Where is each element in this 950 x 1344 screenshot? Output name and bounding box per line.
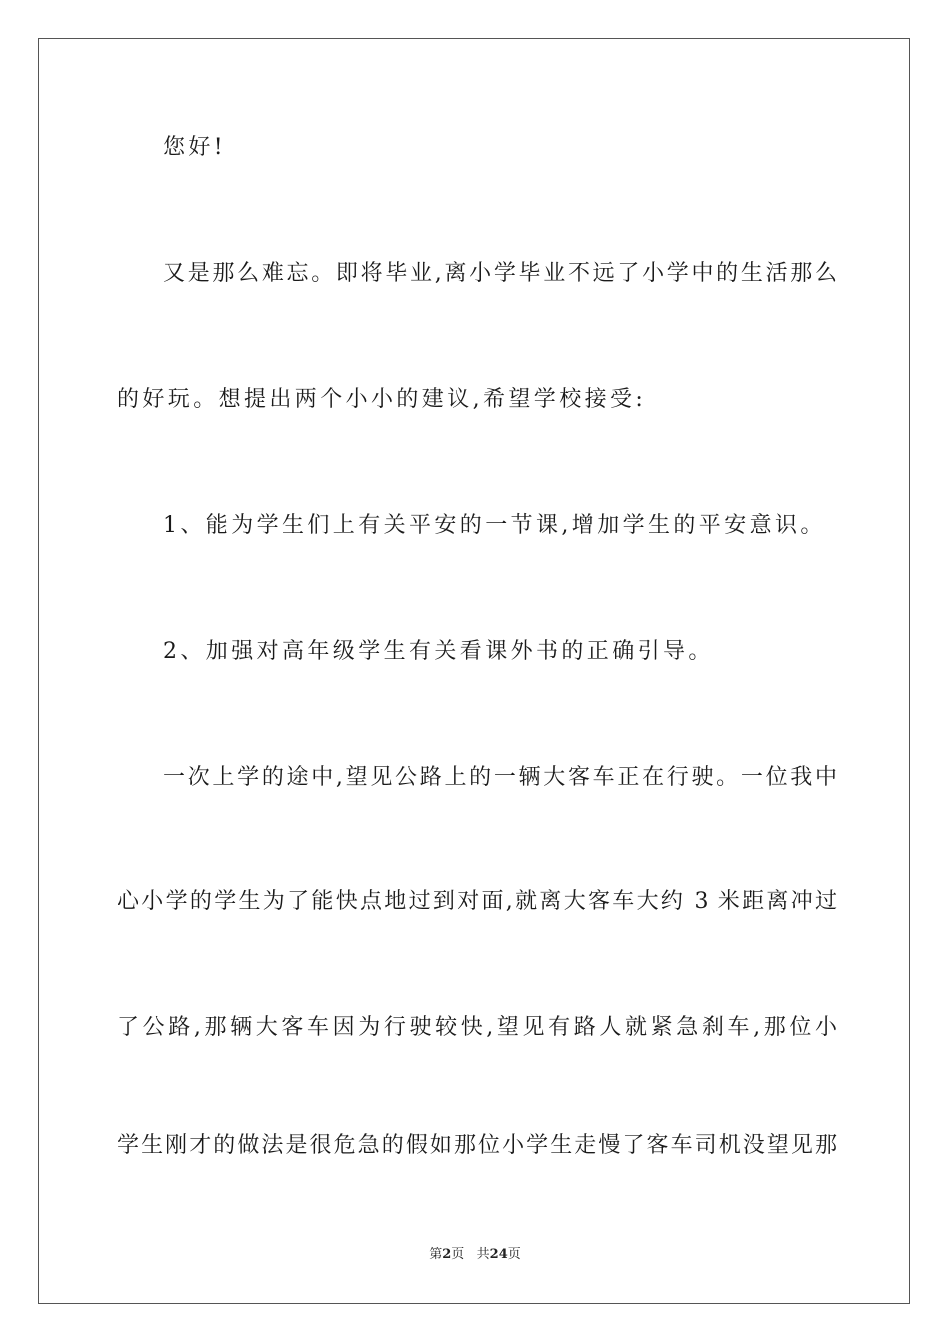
body-line: 一次上学的途中,望见公路上的一辆大客车正在行驶。一位我中 (163, 765, 837, 790)
body-line: 的好玩。想提出两个小小的建议,希望学校接受: (117, 387, 647, 412)
body-line: 心小学的学生为了能快点地过到对面,就离大客车大约 3 米距离冲过 (117, 889, 837, 914)
suggestion-item-1: 1、能为学生们上有关平安的一节课,增加学生的平安意识。 (163, 513, 826, 538)
suggestion-item-2: 2、加强对高年级学生有关看课外书的正确引导。 (163, 639, 714, 664)
footer-suffix: 页 (507, 1247, 521, 1262)
footer-middle: 页 共 (451, 1247, 490, 1262)
body-line: 又是那么难忘。即将毕业,离小学毕业不远了小学中的生活那么 (163, 261, 837, 286)
page-footer (0, 1246, 950, 1264)
footer-prefix: 第 (429, 1247, 443, 1262)
page-border (38, 38, 910, 1304)
body-line: 学生刚才的做法是很危急的假如那位小学生走慢了客车司机没望见那 (117, 1133, 837, 1158)
total-page-number: 24 (489, 1247, 508, 1262)
current-page-number: 2 (442, 1247, 452, 1262)
body-line: 了公路,那辆大客车因为行驶较快,望见有路人就紧急刹车,那位小 (117, 1015, 837, 1040)
greeting-line: 您好! (163, 135, 227, 160)
